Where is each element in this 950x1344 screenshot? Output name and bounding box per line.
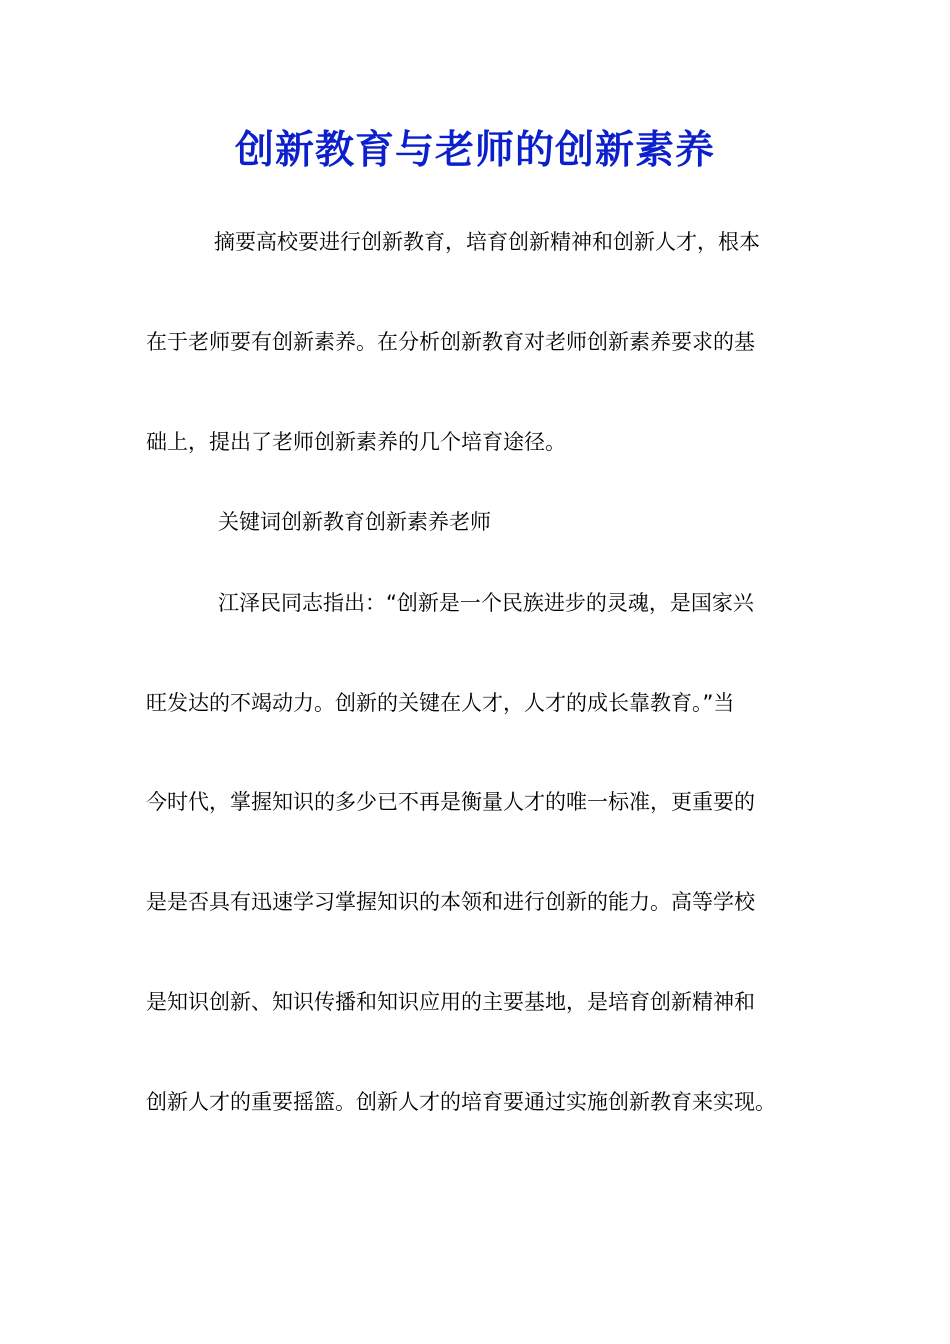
document-title: 创新教育与老师的创新素养 bbox=[234, 127, 715, 173]
keywords-line: 关键词创新教育创新素养老师 bbox=[218, 510, 491, 534]
abstract-line-1: 摘要高校要进行创新教育，培育创新精神和创新人才，根本 bbox=[214, 230, 760, 254]
abstract-line-3: 础上，提出了老师创新素养的几个培育途径。 bbox=[146, 430, 566, 454]
body-line-6: 创新人才的重要摇篮。创新人才的培育要通过实施创新教育来实现。 bbox=[146, 1090, 776, 1114]
body-line-1: 江泽民同志指出：“创新是一个民族进步的灵魂，是国家兴 bbox=[218, 591, 754, 615]
body-line-2: 旺发达的不竭动力。创新的关键在人才，人才的成长靠教育。”当 bbox=[146, 691, 735, 715]
body-line-3: 今时代，掌握知识的多少已不再是衡量人才的唯一标准，更重要的 bbox=[146, 790, 755, 814]
abstract-line-2: 在于老师要有创新素养。在分析创新教育对老师创新素养要求的基 bbox=[146, 330, 755, 354]
body-line-4: 是是否具有迅速学习掌握知识的本领和进行创新的能力。高等学校 bbox=[146, 890, 755, 914]
body-line-5: 是知识创新、知识传播和知识应用的主要基地，是培育创新精神和 bbox=[146, 990, 755, 1014]
